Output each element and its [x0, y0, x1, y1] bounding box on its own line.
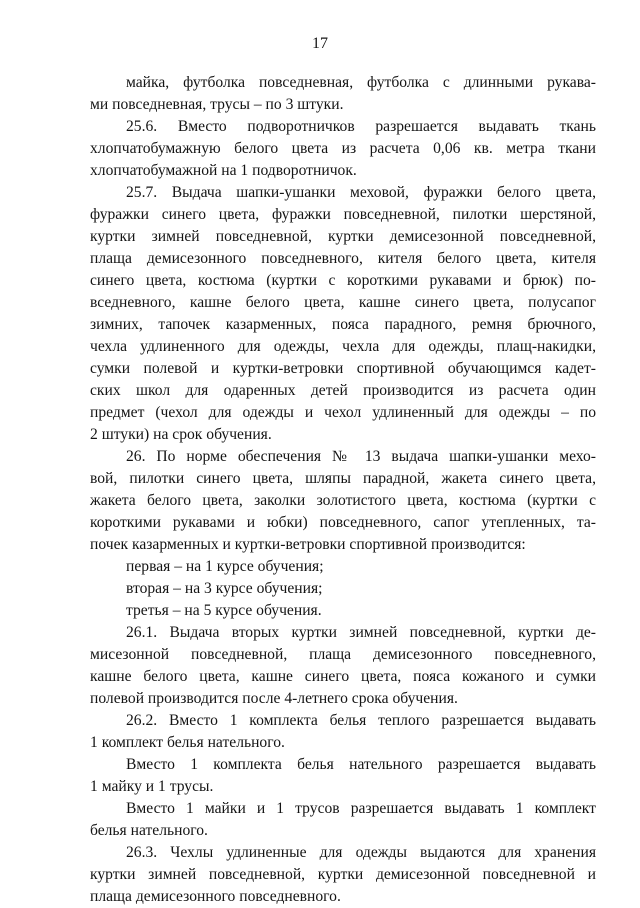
text-line: короткими рукавами и юбки) повседневного, сапог утепленных, та-	[90, 514, 596, 531]
text-line: вседневного, кашне белого цвета, кашне синего цвета, полусапог	[90, 294, 596, 311]
text-line: третья – на 5 курсе обучения.	[126, 602, 322, 619]
page-number: 17	[312, 35, 328, 52]
text-line: сумки полевой и куртки-ветровки спортивной обучающимся кадет-	[90, 360, 596, 377]
text-line: Вместо 1 майки и 1 трусов разрешается выдавать 1 комплект	[126, 800, 596, 817]
text-line: предмет (чехол для одежды и чехол удлиненный для одежды – по	[90, 404, 596, 421]
text-line: синего цвета, костюма (куртки с короткими рукавами и брюк) по-	[90, 272, 596, 289]
text-line: майка, футболка повседневная, футболка с длинными рукава-	[126, 74, 596, 91]
text-line: ми повседневная, трусы – по 3 штуки.	[90, 96, 344, 113]
text-line: куртки зимней повседневной, куртки демисезонной повседневной и	[90, 866, 596, 883]
text-line: 26.1. Выдача вторых куртки зимней повседневной, куртки де-	[126, 624, 596, 641]
text-line: плаща демисезонного повседневного, кителя белого цвета, кителя	[90, 250, 596, 267]
text-line: 26.3. Чехлы удлиненные для одежды выдаются для хранения	[126, 844, 596, 861]
text-line: вой, пилотки синего цвета, шляпы парадной, жакета синего цвета,	[90, 470, 596, 487]
text-line: белья нательного.	[90, 822, 208, 839]
text-line: хлопчатобумажную белого цвета из расчета 0,06 кв. метра ткани	[90, 140, 596, 157]
text-line: мисезонной повседневной, плаща демисезонного повседневного,	[90, 646, 596, 663]
text-line: хлопчатобумажной на 1 подворотничок.	[90, 162, 357, 179]
text-line: плаща демисезонного повседневного.	[90, 888, 341, 905]
text-line: куртки зимней повседневной, куртки демисезонной повседневной,	[90, 228, 596, 245]
text-line: ских школ для одаренных детей производится из расчета один	[90, 382, 596, 399]
text-line: кашне белого цвета, кашне синего цвета, пояса кожаного и сумки	[90, 668, 596, 685]
text-line: вторая – на 3 курсе обучения;	[126, 580, 323, 597]
body-text	[90, 72, 596, 908]
text-line: полевой производится после 4-летнего срока обучения.	[90, 690, 458, 707]
text-line: Вместо 1 комплекта белья нательного разрешается выдавать	[126, 756, 596, 773]
text-line: почек казарменных и куртки-ветровки спортивной производится:	[90, 536, 526, 553]
text-line: 26.2. Вместо 1 комплекта белья теплого разрешается выдавать	[126, 712, 596, 729]
text-line: 25.6. Вместо подворотничков разрешается выдавать ткань	[126, 118, 596, 135]
text-line: 1 комплект белья нательного.	[90, 734, 285, 751]
text-line: 26. По норме обеспечения № 13 выдача шапки-ушанки мехо-	[126, 448, 596, 465]
text-line: 2 штуки) на срок обучения.	[90, 426, 272, 443]
text-line: зимних, тапочек казарменных, пояса парадного, ремня брючного,	[90, 316, 596, 333]
text-line: 25.7. Выдача шапки-ушанки меховой, фуражки белого цвета,	[126, 184, 596, 201]
text-line: фуражки синего цвета, фуражки повседневной, пилотки шерстяной,	[90, 206, 596, 223]
text-line: первая – на 1 курсе обучения;	[126, 558, 324, 575]
text-line: чехла удлиненного для одежды, чехла для одежды, плащ-накидки,	[90, 338, 596, 355]
text-line: 1 майку и 1 трусы.	[90, 778, 214, 795]
text-line: жакета белого цвета, заколки золотистого цвета, костюма (куртки с	[90, 492, 596, 509]
